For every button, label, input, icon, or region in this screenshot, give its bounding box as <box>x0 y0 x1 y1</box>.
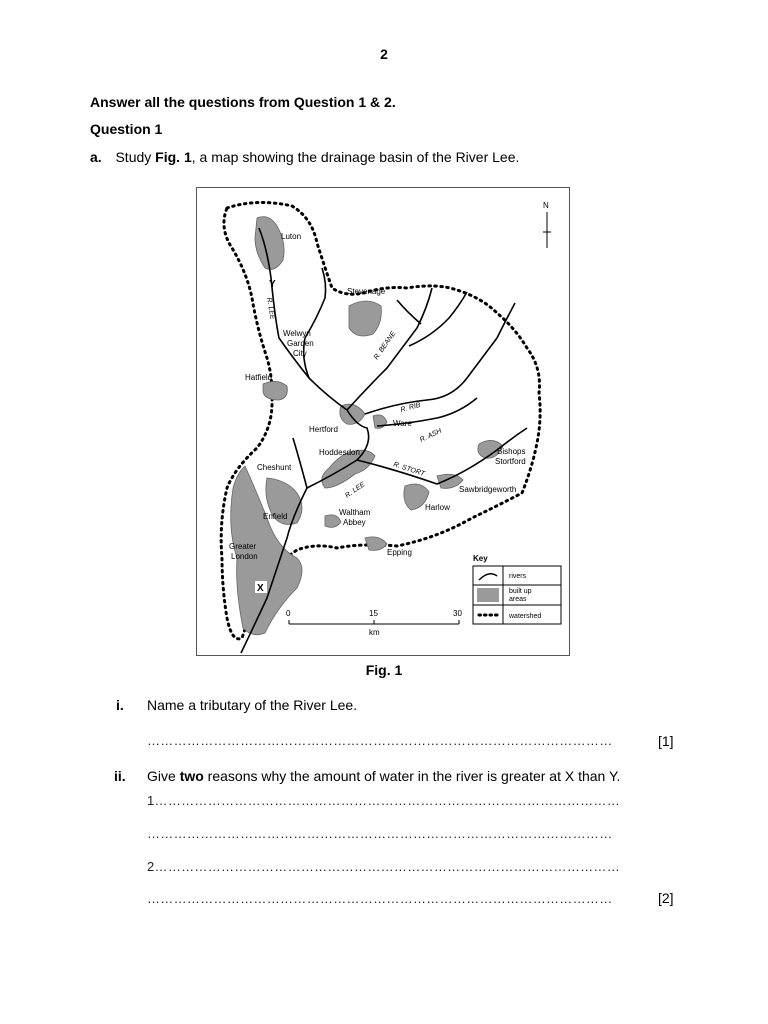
tributary-a <box>409 292 467 346</box>
part-a-text-post: , a map showing the drainage basin of the River Lee. <box>191 149 520 165</box>
label-waltham-2: Abbey <box>343 518 366 527</box>
key-watershed-label: watershed <box>509 613 542 620</box>
question-i-label: i. <box>116 697 124 713</box>
label-hertford: Hertford <box>309 425 338 434</box>
river-ash <box>377 398 477 426</box>
part-a-text-bold: Fig. 1 <box>155 149 192 165</box>
label-river-rib: R. RIB <box>399 401 422 414</box>
key-rivers-label: rivers <box>509 573 527 580</box>
label-welwyn-2: Garden <box>287 339 314 348</box>
key-built-up-label-1: built up <box>509 588 532 595</box>
mark-i: [1] <box>658 733 674 749</box>
mark-ii: [2] <box>658 890 674 906</box>
label-bishops-1: Bishops <box>497 447 526 456</box>
label-welwyn-1: Welwyn <box>283 329 311 338</box>
key-built-up-label-2: areas <box>509 596 527 603</box>
label-welwyn-3: City <box>293 349 307 358</box>
label-waltham-1: Waltham <box>339 508 371 517</box>
hatfield-area <box>263 381 287 400</box>
answer-line-ii-1[interactable]: 1…………………………………………………………………………………………… <box>147 793 621 808</box>
part-a-prompt <box>90 149 519 165</box>
label-epping: Epping <box>387 548 412 557</box>
label-harlow: Harlow <box>425 503 450 512</box>
question-ii-text-post: reasons why the amount of water in the river is greater at X than Y. <box>203 768 621 784</box>
question-ii-text-pre: Give <box>147 768 180 784</box>
label-enfield: Enfield <box>263 512 288 521</box>
question-ii-label: ii. <box>114 768 126 784</box>
page-number: 2 <box>380 46 388 62</box>
label-bishops-2: Stortford <box>495 457 526 466</box>
part-a-label: a. <box>90 149 102 165</box>
question-ii-text <box>147 768 620 784</box>
scale-bar <box>286 609 462 637</box>
scale-zero: 0 <box>286 609 291 618</box>
label-greater-london-2: London <box>231 552 258 561</box>
river-lee-map-figure <box>196 187 570 656</box>
tributary-c <box>497 303 515 338</box>
river-lee-map <box>197 188 569 655</box>
answer-line-ii-1b[interactable]: …………………………………………………………………………………………… <box>147 826 613 841</box>
tributary-e <box>293 438 307 488</box>
answer-line-ii-2[interactable]: 2…………………………………………………………………………………………… <box>147 859 621 874</box>
scale-unit: km <box>369 628 380 637</box>
label-hatfield: Hatfield <box>245 373 273 382</box>
key-title: Key <box>473 554 488 563</box>
label-greater-london-1: Greater <box>229 542 257 551</box>
label-river-lee-lower: R. LEE <box>344 481 367 500</box>
label-river-lee-upper: R. LEE <box>265 297 276 321</box>
scale-mid: 15 <box>369 609 378 618</box>
map-key <box>473 554 561 624</box>
label-luton: Luton <box>281 232 302 241</box>
figure-caption: Fig. 1 <box>365 662 403 678</box>
tributary-d <box>305 268 326 338</box>
north-label: N <box>543 201 549 210</box>
point-x-label: X <box>257 583 264 594</box>
luton-area <box>255 217 284 270</box>
question-i-text: Name a tributary of the River Lee. <box>147 697 358 713</box>
stevenage-area <box>349 301 381 336</box>
answer-line-i[interactable]: …………………………………………………………………………………………… <box>147 733 613 748</box>
label-river-ash: R. ASH <box>418 427 443 444</box>
label-hoddesdon: Hoddesdon <box>319 448 360 457</box>
instruction: Answer all the questions from Question 1 & 2. <box>90 94 396 110</box>
epping-area <box>365 537 387 551</box>
question-heading: Question 1 <box>90 121 163 137</box>
label-stevenage: Stevenage <box>347 287 386 296</box>
tributary-b <box>397 300 421 324</box>
point-y-label: Y <box>269 279 276 290</box>
label-river-beane: R. BEANE <box>372 330 398 362</box>
scale-max: 30 <box>453 609 462 618</box>
label-ware: Ware <box>393 419 412 428</box>
answer-line-ii-2b[interactable]: …………………………………………………………………………………………… <box>147 891 613 906</box>
part-a-text-pre: Study <box>115 149 156 165</box>
label-river-stort: R. STORT <box>392 461 426 478</box>
question-ii-text-bold: two <box>179 768 204 784</box>
label-cheshunt: Cheshunt <box>257 463 292 472</box>
label-sawbridgeworth: Sawbridgeworth <box>459 485 517 494</box>
key-built-up-symbol <box>477 588 499 602</box>
